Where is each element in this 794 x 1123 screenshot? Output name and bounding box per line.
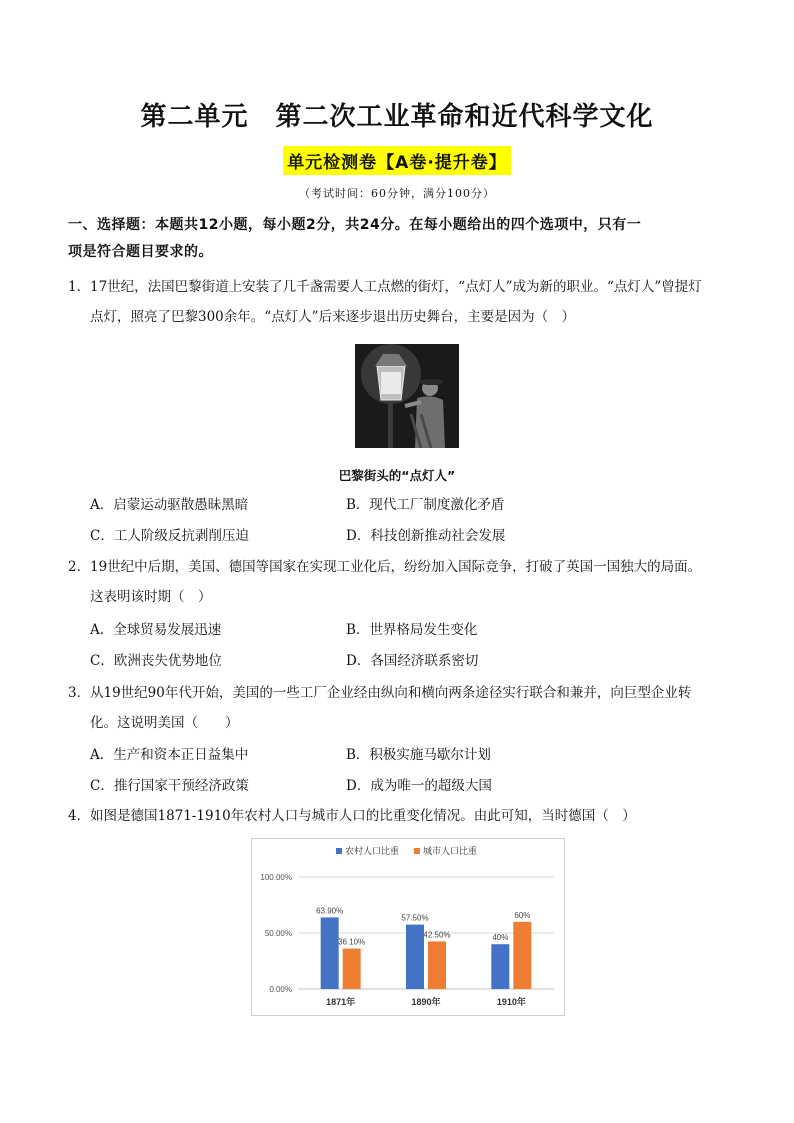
- option-a[interactable]: A．启蒙运动驱散愚昧黑暗: [90, 497, 249, 513]
- legend-label: 城市人口比重: [423, 846, 478, 856]
- option-a[interactable]: A．全球贸易发展迅速: [90, 622, 222, 638]
- data-label: 60%: [514, 910, 531, 920]
- question-stem-line: 化。这说明美国（ ）: [90, 715, 239, 731]
- option-a[interactable]: A．生产和资本正日益集中: [90, 747, 249, 763]
- option-d[interactable]: D．成为唯一的超级大国: [346, 778, 492, 794]
- option-d[interactable]: D．各国经济联系密切: [346, 653, 479, 669]
- option-b[interactable]: B．积极实施马歇尔计划: [346, 747, 491, 763]
- x-tick-label: 1910年: [496, 997, 526, 1007]
- population-bar-chart: [252, 839, 564, 1015]
- question-stem-line: 这表明该时期（ ）: [90, 589, 212, 605]
- legend-swatch: [414, 848, 420, 854]
- exam-info: （考试时间：60分钟，满分100分）: [299, 187, 495, 200]
- population-chart: [251, 838, 565, 1016]
- bar: [406, 925, 424, 989]
- section-line-2: 项是符合题目要求的。: [68, 244, 213, 260]
- section-line-1: 一、选择题：本题共12小题，每小题2分，共24分。在每小题给出的四个选项中，只有一: [68, 217, 642, 233]
- option-c[interactable]: C．工人阶级反抗剥削压迫: [90, 528, 249, 544]
- question-3-options: [90, 740, 690, 802]
- option-d[interactable]: D．科技创新推动社会发展: [346, 528, 506, 544]
- option-b[interactable]: B．世界格局发生变化: [346, 622, 478, 638]
- bar: [513, 922, 531, 989]
- data-label: 36.10%: [338, 937, 366, 947]
- option-b[interactable]: B．现代工厂制度激化矛盾: [346, 497, 505, 513]
- bar: [428, 941, 446, 989]
- data-label: 63.90%: [316, 906, 344, 916]
- question-number: 4．: [68, 808, 91, 824]
- section-heading: [68, 212, 738, 266]
- question-1: [68, 272, 748, 332]
- legend-swatch: [336, 848, 342, 854]
- bar: [321, 917, 339, 989]
- exam-subtitle: 单元检测卷【A卷·提升卷】: [283, 146, 511, 175]
- subtitle-wrap: [0, 146, 794, 175]
- question-2-options: [90, 615, 690, 677]
- option-c[interactable]: C．欧洲丧失优势地位: [90, 653, 222, 669]
- y-tick-label: 50.00%: [264, 929, 292, 938]
- question-number: 1．: [68, 279, 91, 295]
- question-1-options: [90, 490, 690, 552]
- bar: [343, 949, 361, 989]
- option-c[interactable]: C．推行国家干预经济政策: [90, 778, 249, 794]
- question-number: 2．: [68, 559, 91, 575]
- data-label: 57.50%: [401, 913, 429, 923]
- lamplighter-photo: [355, 344, 459, 448]
- question-stem-line: 从19世纪90年代开始，美国的一些工厂企业经由纵向和横向两条途径实行联合和兼并，向巨型企业转: [90, 685, 692, 701]
- bar: [491, 944, 509, 989]
- question-number: 3．: [68, 685, 91, 701]
- question-stem-line: 19世纪中后期，美国、德国等国家在实现工业化后，纷纷加入国际竞争，打破了英国一国独大的局面。: [90, 559, 702, 575]
- x-tick-label: 1890年: [411, 997, 441, 1007]
- question-2: [68, 552, 748, 612]
- question-stem-line: 17世纪，法国巴黎街道上安装了几千盏需要人工点燃的街灯，“点灯人”成为新的职业。“点灯人”曾提灯: [90, 279, 702, 295]
- question-4: [68, 801, 748, 831]
- data-label: 40%: [492, 933, 509, 943]
- question-stem-line: 如图是德国1871-1910年农村人口与城市人口的比重变化情况。由此可知，当时德国（ ）: [90, 808, 636, 824]
- question-3: [68, 678, 748, 738]
- photo-caption: 巴黎街头的“点灯人”: [338, 468, 456, 483]
- data-label: 42.50%: [423, 930, 451, 940]
- y-tick-label: 0.00%: [269, 985, 292, 994]
- legend-label: 农村人口比重: [345, 846, 400, 856]
- y-tick-label: 100.00%: [260, 873, 292, 882]
- lamplighter-illustration: [355, 344, 459, 448]
- page-title: 第二单元 第二次工业革命和近代科学文化: [140, 102, 654, 132]
- question-stem-line: 点灯，照亮了巴黎300余年。“点灯人”后来逐步退出历史舞台，主要是因为（ ）: [90, 309, 576, 325]
- x-tick-label: 1871年: [326, 997, 356, 1007]
